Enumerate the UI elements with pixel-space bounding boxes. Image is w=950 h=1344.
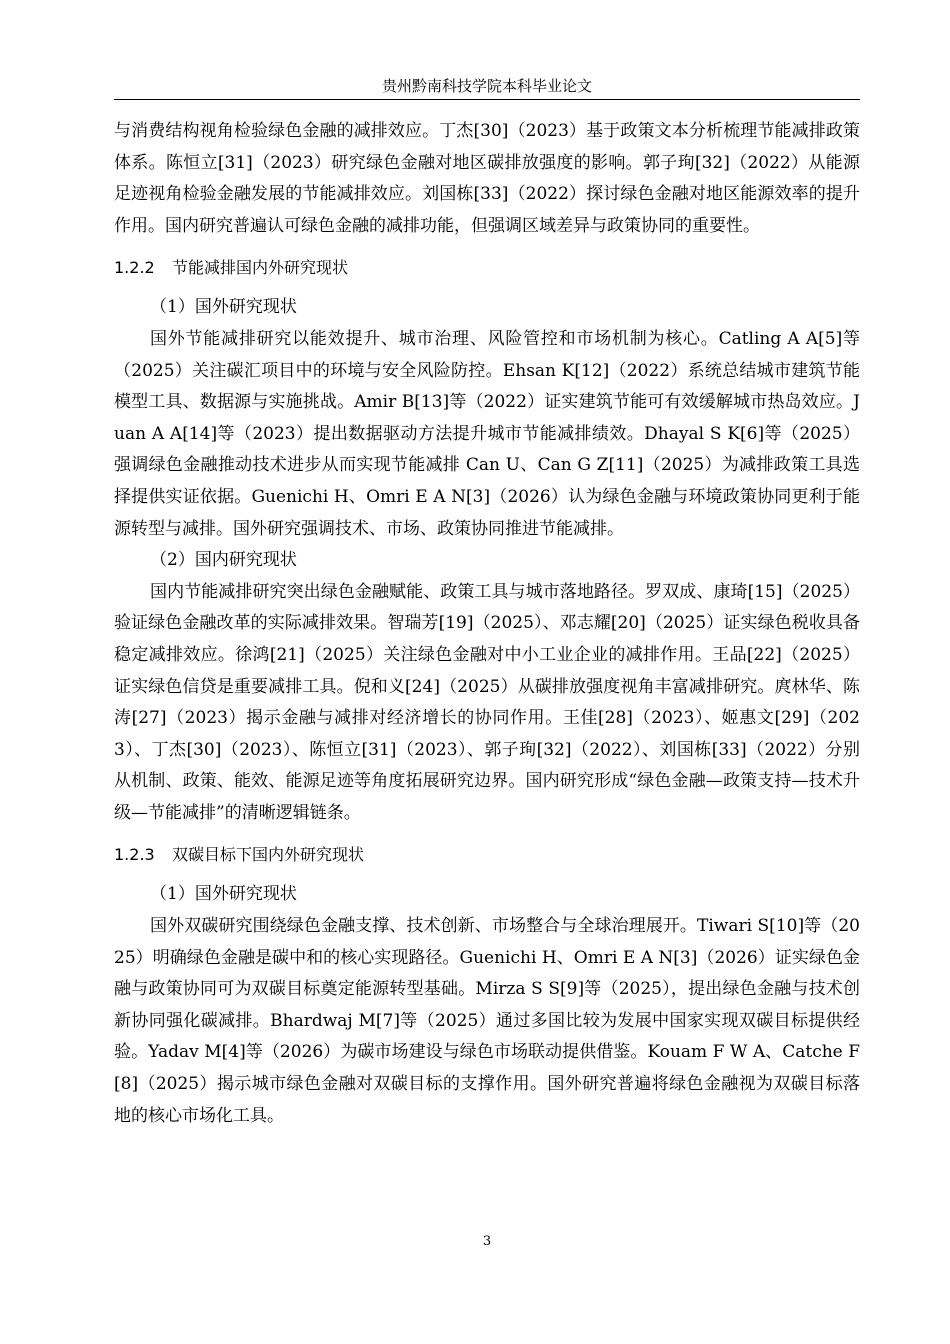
subheading-domestic: （2）国内研究现状 xyxy=(150,550,297,571)
section-number: 1.2.3 xyxy=(114,845,155,865)
section-title: 节能减排国内外研究现状 xyxy=(172,258,349,278)
paragraph-carbon-foreign: 国外双碳研究围绕绿色金融支撑、技术创新、市场整合与全球治理展开。Tiwari S[10]等（2025）明确绿色金融是碳中和的核心实现路径。Guenichi H、Omri E A N[3]（2026）证实绿色金融与政策协同可为双碳目标奠定能源转型基础。Mirza S S[9]等（2025），提出绿色金融与技术创新协同强化碳减排。Bhardwaj M[7]等（2025）通过多国比较为发展中国家实现双碳目标提供经验。Yadav M[4]等（2026）为碳市场建设与绿色市场联动提供借鉴。Kouam F W A、Catche F[8]（2025）揭示城市绿色金融对双碳目标的支撑作用。国外研究普遍将绿色金融视为双碳目标落地的核心市场化工具。 xyxy=(114,916,860,1126)
header-rule xyxy=(114,99,860,100)
page-body xyxy=(114,116,860,1132)
page-number: 3 xyxy=(482,1234,492,1249)
subheading-foreign: （1）国外研究现状 xyxy=(150,884,297,905)
section-heading-1-2-3 xyxy=(114,843,860,867)
section-heading-1-2-2 xyxy=(114,256,860,280)
section-number: 1.2.2 xyxy=(114,258,155,278)
paragraph-intro-continued: 与消费结构视角检验绿色金融的减排效应。丁杰[30]（2023）基于政策文本分析梳理节能减排政策体系。陈恒立[31]（2023）研究绿色金融对地区碳排放强度的影响。郭子珣[32]（2022）从能源足迹视角检验金融发展的节能减排效应。刘国栋[33]（2022）探讨绿色金融对地区能源效率的提升作用。国内研究普遍认可绿色金融的减排功能，但强调区域差异与政策协同的重要性。 xyxy=(114,121,860,236)
paragraph-energy-domestic: 国内节能减排研究突出绿色金融赋能、政策工具与城市落地路径。罗双成、康琦[15]（2025）验证绿色金融改革的实际减排效果。智瑞芳[19]（2025）、邓志耀[20]（2025）证实绿色税收具备稳定减排效应。徐鸿[21]（2025）关注绿色金融对中小工业企业的减排作用。王品[22]（2025）证实绿色信贷是重要减排工具。倪和义[24]（2025）从碳排放强度视角丰富减排研究。庹林华、陈涛[27]（2023）揭示金融与减排对经济增长的协同作用。王佳[28]（2023）、姬惠文[29]（2023）、丁杰[30]（2023）、陈恒立[31]（2023）、郭子珣[32]（2022）、刘国栋[33]（2022）分别从机制、政策、能效、能源足迹等角度拓展研究边界。国内研究形成“绿色金融—政策支持—技术升级—节能减排”的清晰逻辑链条。 xyxy=(114,581,860,823)
section-title: 双碳目标下国内外研究现状 xyxy=(172,845,365,865)
subheading-foreign: （1）国外研究现状 xyxy=(150,297,297,318)
paragraph-energy-foreign: 国外节能减排研究以能效提升、城市治理、风险管控和市场机制为核心。Catling A A[5]等（2025）关注碳汇项目中的环境与安全风险防控。Ehsan K[12]（2022）系统总结城市建筑节能模型工具、数据源与实施挑战。Amir B[13]等（2022）证实建筑节能可有效缓解城市热岛效应。Juan A A[14]等（2023）提出数据驱动方法提升城市节能减排绩效。Dhayal S K[6]等（2025）强调绿色金融推动技术进步从而实现节能减排 Can U、Can G Z[11]（2025）为减排政策工具选择提供实证依据。Guenichi H、Omri E A N[3]（2026）认为绿色金融与环境政策协同更利于能源转型与减排。国外研究强调技术、市场、政策协同推进节能减排。 xyxy=(114,328,860,539)
page-header: 贵州黔南科技学院本科毕业论文 xyxy=(381,77,592,95)
